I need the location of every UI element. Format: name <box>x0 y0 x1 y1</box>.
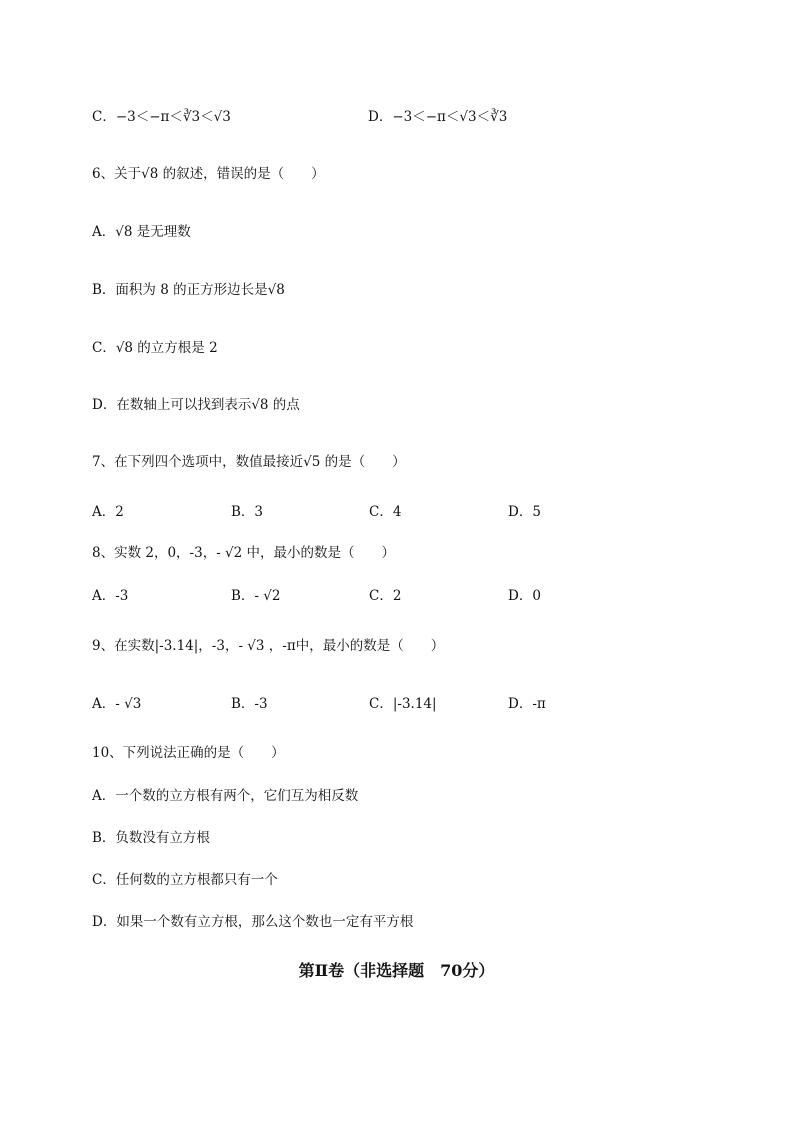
q5-option-d: D．−3＜−π＜√3＜∛3 <box>368 109 508 125</box>
q10-option-a: A．一个数的立方根有两个，它们互为相反数 <box>92 788 359 804</box>
q10-stem: 10、下列说法正确的是（ ） <box>92 745 285 761</box>
q7-option-d: D．5 <box>508 504 541 520</box>
q9-option-a: A．- √3 <box>92 696 142 712</box>
q7-stem: 7、在下列四个选项中，数值最接近√5 的是（ ） <box>92 454 406 470</box>
q7-option-b: B．3 <box>231 504 264 520</box>
q7-option-c: C．4 <box>369 504 402 520</box>
q8-option-b: B．- √2 <box>231 588 281 604</box>
q6-option-c: C．√8 的立方根是 2 <box>92 340 218 356</box>
q8-stem: 8、实数 2，0，-3，- √2 中，最小的数是（ ） <box>92 545 396 561</box>
q8-option-a: A．-3 <box>92 588 129 604</box>
q9-option-c: C．|-3.14| <box>369 696 437 712</box>
q9-option-b: B．-3 <box>231 696 268 712</box>
q10-option-c: C．任何数的立方根都只有一个 <box>92 872 278 888</box>
q9-option-d: D．-π <box>508 696 546 712</box>
q6-stem: 6、关于√8 的叙述，错误的是（ ） <box>92 166 325 182</box>
q6-option-a: A．√8 是无理数 <box>92 224 191 240</box>
q8-option-d: D．0 <box>508 588 541 604</box>
q9-stem: 9、在实数|-3.14|，-3，- √3 ，-π中，最小的数是（ ） <box>92 638 445 654</box>
q7-option-a: A．2 <box>92 504 124 520</box>
section-title: 第Ⅱ卷（非选择题 70分） <box>298 961 495 980</box>
q6-option-d: D．在数轴上可以找到表示√8 的点 <box>92 397 300 413</box>
q10-option-d: D．如果一个数有立方根，那么这个数也一定有平方根 <box>92 914 414 930</box>
q6-option-b: B．面积为 8 的正方形边长是√8 <box>92 282 285 298</box>
q8-option-c: C．2 <box>369 588 402 604</box>
q10-option-b: B．负数没有立方根 <box>92 830 210 846</box>
q5-option-c: C．−3＜−π＜∛3＜√3 <box>92 109 231 125</box>
